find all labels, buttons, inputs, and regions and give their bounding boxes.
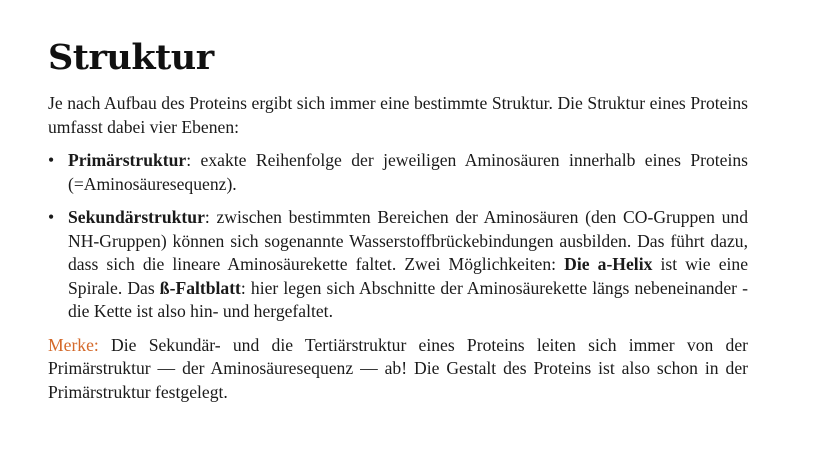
term-beta-sheet: ß-Faltblatt [159,277,241,298]
slide-content [48,36,748,404]
term-alpha-helix: Die a-Helix [564,254,653,274]
note-paragraph [48,334,748,405]
secondary-structure-text-1: : zwischen bestimmten Bereichen der Aminosäuren (den CO-Gruppen und NH-Gruppen) können sich sogenannte Wasserstoffbrückebindungen ausbilden. Das führt dazu, dass sich die lineare Aminosäurekette faltet. Zwei Möglichkeiten: [68,207,748,274]
secondary-structure-text-2: ist wie eine Spirale. Das [68,254,749,298]
bullet-marker: • [48,207,55,227]
secondary-structure-text-3: : hier legen sich Abschnitte der Aminosäurekette längs nebeneinander - die Kette ist also hin- und hergefaltet. [68,277,748,321]
note-text: Die Sekundär- und die Tertiärstruktur eines Proteins leiten sich immer von der Primärstruktur — der Aminosäuresequenz — ab! Die Gestalt des Proteins ist also schon in der Primärstruktur festgelegt. [48,334,748,402]
page-title: Struktur [48,37,214,78]
term-secondary-structure: Sekundärstruktur [68,207,205,227]
bullet-marker: • [48,150,55,170]
intro-paragraph: Je nach Aufbau des Proteins ergibt sich immer eine bestimmte Struktur. Die Struktur eines Proteins umfasst dabei vier Ebenen: [48,93,748,137]
structure-list [48,149,748,324]
primary-structure-text: : exakte Reihenfolge der jeweiligen Aminosäuren innerhalb eines Proteins (=Aminosäuresequenz). [68,150,748,194]
list-item-secondary-structure [48,206,748,324]
list-item-primary-structure [48,149,748,196]
note-label: Merke: [48,334,99,355]
term-primary-structure: Primärstruktur [68,150,187,170]
